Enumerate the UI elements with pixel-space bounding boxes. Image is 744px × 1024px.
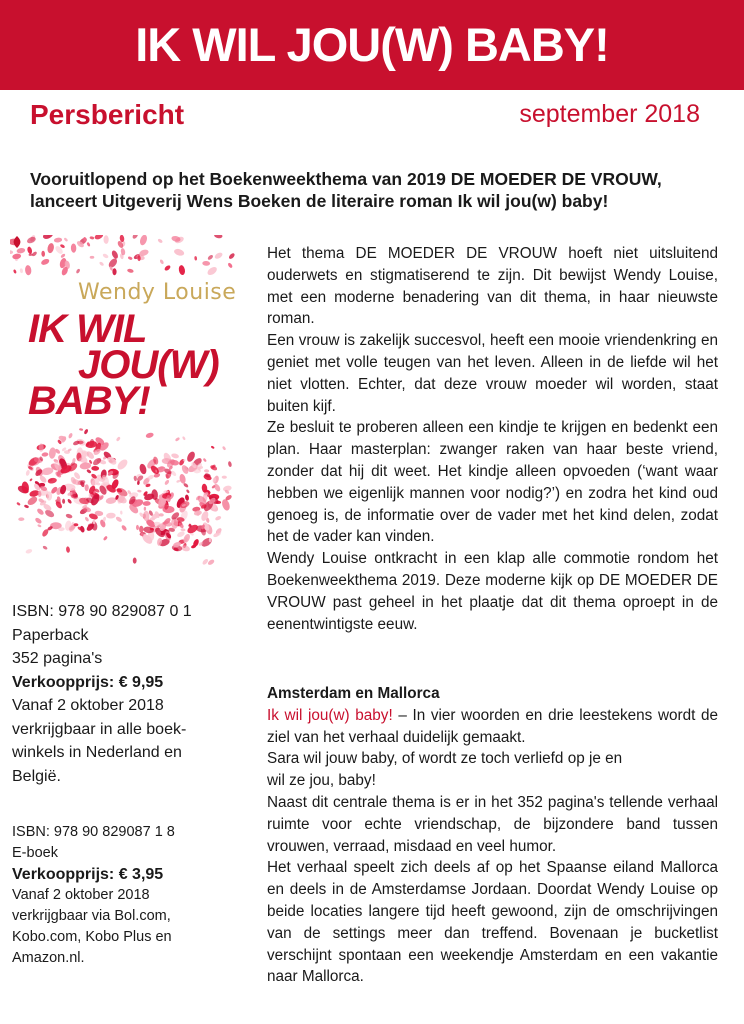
petal-shape xyxy=(178,265,186,276)
petal-shape xyxy=(120,511,123,515)
cover-title xyxy=(28,307,238,423)
petal-shape xyxy=(10,250,13,254)
petal-shape xyxy=(79,428,83,431)
paragraph: Het verhaal speelt zich deels af op het Spaanse eiland Mallorca en deels in de Amsterdamse Jordaan. Doordat Wendy Louise op beide locaties langere tijd heeft gewoond, zijn de omschrijvingen van de settings meer dan treffend. Bovenaan je bucketlist verschijnt spontaan een weekendje Amsterdam en een vakantie naar Mallorca. xyxy=(267,859,718,986)
petal-shape xyxy=(116,458,130,472)
petal-shape xyxy=(133,558,137,564)
availability-line: Vanaf 2 oktober 2018 xyxy=(12,887,150,903)
format: Paperback xyxy=(12,626,89,644)
paragraph xyxy=(267,748,718,792)
section-heading: Amsterdam en Mallorca xyxy=(267,685,440,702)
publisher-logo-icon xyxy=(10,235,24,249)
intro-paragraph: Vooruitlopend op het Boekenweekthema van 2019 DE MOEDER DE VROUW, lanceert Uitgeverij Wens Boeken de literaire roman Ik wil jou(w) baby! xyxy=(30,169,662,211)
petal-shape xyxy=(47,242,55,253)
petal-shape xyxy=(91,466,99,471)
petal-shape xyxy=(182,436,186,441)
petal-shape xyxy=(24,504,29,508)
petal-shape xyxy=(112,268,116,275)
petal-shape xyxy=(136,525,139,530)
petal-shape xyxy=(68,432,74,439)
petal-shape xyxy=(99,261,105,267)
book-cover xyxy=(10,235,238,565)
petal-shape xyxy=(204,469,210,473)
petal-shape xyxy=(77,441,83,445)
petal-shape xyxy=(221,498,231,511)
petal-shape xyxy=(222,446,227,451)
petal-shape xyxy=(227,262,233,269)
petal-shape xyxy=(180,528,185,532)
petal-shape xyxy=(105,497,117,505)
page-title: IK WIL JOU(W) BABY! xyxy=(135,18,609,71)
paragraph: Wendy Louise ontkracht in een klap alle commotie rondom het Boekenweekthema 2019. Deze moderne kijk op DE MOEDER DE VROUW past geheel in het plaatje dat dit thema oproept in de eenentwintigste eeuw. xyxy=(267,550,718,633)
petal-shape xyxy=(42,545,48,550)
availability-line: Vanaf 2 oktober 2018 xyxy=(12,697,164,714)
format: E-boek xyxy=(12,845,58,861)
petal-shape xyxy=(228,461,233,467)
cover-title-line: JOU(W) xyxy=(78,343,219,387)
petal-shape xyxy=(111,250,120,260)
price: Verkoopprijs: € 9,95 xyxy=(12,673,164,691)
petal-shape xyxy=(94,235,104,241)
petal-shape xyxy=(164,479,170,486)
petal-shape xyxy=(41,251,45,257)
petal-shape xyxy=(206,265,218,276)
petal-shape xyxy=(116,436,121,442)
petal-shape xyxy=(25,548,33,554)
petal-shape xyxy=(202,558,210,565)
petal-shape xyxy=(36,507,45,515)
petal-shape xyxy=(106,512,116,518)
petal-shape xyxy=(186,489,190,494)
petal-shape xyxy=(159,259,164,265)
ebook-info xyxy=(12,822,252,969)
paragraph: Ze besluit te proberen alleen een kindje te krijgen en bedenkt een plan. Haar masterplan: zwanger raken van haar beste vriend, zonder dat hij dit weet. Het kindje alleen opvoeden (‘want waar hebben we eigenlijk mannen voor nodig?’) en zodra het kind oud genoeg is, de informatie over de vader met het kind delen, zodat het de vader kan vinden. xyxy=(267,419,718,546)
petal-shape xyxy=(25,265,32,276)
petal-shape xyxy=(48,447,56,459)
petal-shape xyxy=(185,494,190,501)
petal-shape xyxy=(62,499,65,504)
header-banner xyxy=(0,0,744,90)
petal-shape xyxy=(176,530,185,538)
petal-shape xyxy=(65,513,73,519)
petal-shape xyxy=(86,242,90,247)
petal-shape xyxy=(127,268,134,273)
petal-shape xyxy=(83,428,88,434)
petal-shape xyxy=(37,524,42,528)
petal-shape xyxy=(202,261,210,266)
petal-shape xyxy=(85,484,89,491)
paragraph-line: wil ze jou, baby! xyxy=(267,772,376,790)
petal-shape xyxy=(84,516,89,522)
paragraph: Een vrouw is zakelijk succesvol, heeft een mooie vriendenkring en geniet met volle teugen van het leven. Alleen in de liefde wil het niet vlotten. Echter, dat deze vrouw moeder wil worden, staat buiten kijf. xyxy=(267,332,718,415)
petal-shape xyxy=(207,254,214,261)
availability-line: winkels in Nederland en xyxy=(12,744,182,761)
petal-shape xyxy=(25,470,30,477)
petal-shape xyxy=(66,546,71,553)
petal-shape xyxy=(211,445,215,449)
petal-shape xyxy=(138,463,147,475)
paragraph: Het thema DE MOEDER DE VROUW hoeft niet uitsluitend ouderwets en stigmatiserend te zijn. Dit bewijst Wendy Louise, met een moderne benadering van dit thema, in haar nieuwste roman. xyxy=(267,245,718,328)
body-column-top xyxy=(267,243,718,635)
petal-shape xyxy=(175,437,181,442)
petal-shape xyxy=(207,559,215,565)
petal-shape xyxy=(67,498,73,504)
paragraph xyxy=(267,705,718,749)
availability-line: verkrijgbaar in alle boek- xyxy=(12,720,187,738)
cover-title-line: IK WIL xyxy=(28,307,147,351)
petal-shape xyxy=(16,502,21,506)
body-column-bottom xyxy=(267,683,718,988)
petal-shape xyxy=(19,268,23,273)
petal-shape xyxy=(132,235,140,240)
petal-shape xyxy=(41,452,48,457)
petal-shape xyxy=(76,268,81,274)
publication-date: september 2018 xyxy=(519,100,700,128)
petal-shape xyxy=(71,243,77,252)
petal-shape xyxy=(115,516,123,523)
petal-shape xyxy=(139,526,144,533)
petal-shape xyxy=(171,453,180,459)
petal-shape xyxy=(12,253,22,260)
petal-shape xyxy=(40,258,50,266)
petal-shape xyxy=(47,477,57,484)
availability-line: Kobo.com, Kobo Plus en xyxy=(12,929,172,945)
petal-shape xyxy=(63,237,68,242)
petal-shape xyxy=(54,237,63,243)
petal-shape xyxy=(26,495,39,507)
petal-shape xyxy=(137,490,142,493)
paragraph: Naast dit centrale thema is er in het 352 pagina's tellende verhaal ruimte voor echte vriendschap, de bijzondere band tussen vrouwen, verraad, misdaad en veel humor. xyxy=(267,793,718,855)
petal-shape xyxy=(42,235,55,241)
paperback-info xyxy=(12,600,252,788)
petal-shape xyxy=(203,458,207,463)
page-count: 352 pagina's xyxy=(12,650,103,667)
petal-shape xyxy=(179,473,187,484)
petal-shape xyxy=(102,253,109,259)
isbn: ISBN: 978 90 829087 0 1 xyxy=(12,603,192,620)
cover-author: Wendy Louise xyxy=(78,280,237,305)
paragraph-text: – In vier woorden en drie leestekens wordt de ziel van het verhaal duidelijk gemaakt. xyxy=(267,706,719,746)
petal-shape xyxy=(214,251,224,260)
petal-shape xyxy=(34,517,42,525)
petal-shape xyxy=(214,235,223,239)
petal-shape xyxy=(121,524,128,531)
petal-shape xyxy=(137,480,140,485)
petal-shape xyxy=(107,257,119,269)
petal-shape xyxy=(13,269,17,274)
price: Verkoopprijs: € 3,95 xyxy=(12,866,164,883)
book-title-highlight: Ik wil jou(w) baby! xyxy=(267,706,393,724)
petal-shape xyxy=(228,252,236,260)
availability-line: België. xyxy=(12,767,61,785)
petal-shape xyxy=(194,256,197,261)
petal-shape xyxy=(157,238,163,244)
petal-shape xyxy=(79,462,91,470)
petal-shape xyxy=(18,517,24,521)
petal-shape xyxy=(103,235,108,244)
petal-shape xyxy=(164,264,172,271)
petal-shape xyxy=(103,536,108,541)
petal-shape xyxy=(29,478,33,482)
petal-shape xyxy=(143,501,151,506)
document-label: Persbericht xyxy=(30,99,185,130)
petal-shape xyxy=(89,236,94,240)
petal-shape xyxy=(145,432,154,439)
petal-shape xyxy=(86,469,92,474)
petal-shape xyxy=(173,248,185,257)
cover-title-line: BABY! xyxy=(28,379,150,423)
petal-shape xyxy=(29,253,33,256)
availability-line: Amazon.nl. xyxy=(12,950,85,966)
petal-shape xyxy=(90,256,95,259)
isbn: ISBN: 978 90 829087 1 8 xyxy=(12,824,175,840)
availability-line: verkrijgbaar via Bol.com, xyxy=(12,908,171,924)
petal-shape xyxy=(215,515,222,521)
petal-shape xyxy=(222,476,227,479)
petal-shape xyxy=(128,256,133,260)
petal-shape xyxy=(27,246,33,254)
petal-shape xyxy=(139,235,149,246)
petal-shape xyxy=(144,507,146,511)
paragraph-line: Sara wil jouw baby, of wordt ze toch verliefd op je en xyxy=(267,750,623,768)
